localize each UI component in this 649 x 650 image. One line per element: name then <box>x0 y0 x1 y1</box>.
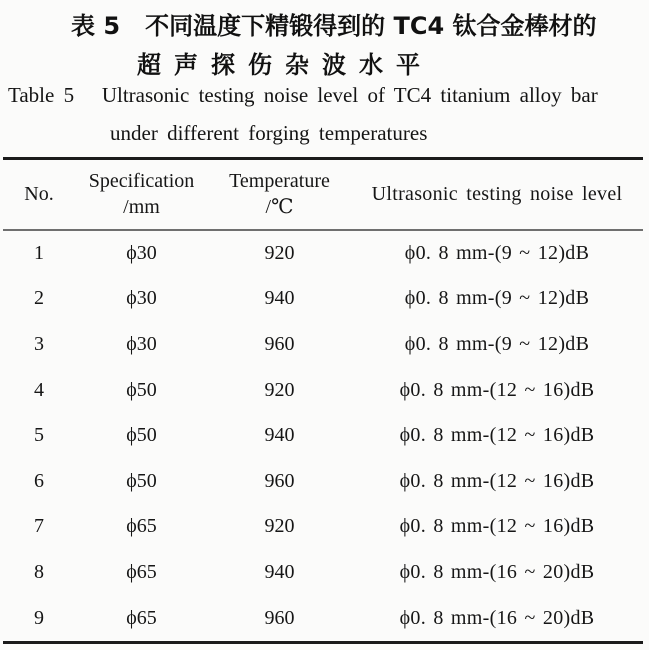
header-row <box>3 159 643 230</box>
table-row <box>3 504 643 550</box>
col-header-temperature-unit: /℃ <box>265 196 294 219</box>
cell-specification: ϕ50 <box>126 378 157 401</box>
col-header-specification-unit: /mm <box>123 196 160 219</box>
cell-temperature: 940 <box>264 287 295 310</box>
cell-temperature: 940 <box>264 560 295 583</box>
cell-noise-level: ϕ0. 8 mm-(12 ~ 16)dB <box>399 469 595 492</box>
cell-noise-level: ϕ0. 8 mm-(9 ~ 12)dB <box>404 241 590 264</box>
cell-no: 2 <box>34 287 44 310</box>
cell-temperature: 920 <box>264 241 295 264</box>
cell-noise-level: ϕ0. 8 mm-(9 ~ 12)dB <box>404 332 590 355</box>
cell-specification: ϕ30 <box>126 241 157 264</box>
table-caption-zh-line2: 超声探伤杂波水平 <box>137 51 433 79</box>
cell-specification: ϕ30 <box>126 332 157 355</box>
cell-no: 7 <box>34 515 44 538</box>
cell-no: 1 <box>34 241 44 264</box>
cell-noise-level: ϕ0. 8 mm-(12 ~ 16)dB <box>399 378 595 401</box>
cell-no: 5 <box>34 424 44 447</box>
cell-no: 4 <box>34 378 44 401</box>
cell-temperature: 920 <box>264 378 295 401</box>
cell-temperature: 920 <box>264 515 295 538</box>
cell-specification: ϕ65 <box>126 606 157 629</box>
cell-noise-level: ϕ0. 8 mm-(12 ~ 16)dB <box>399 424 595 447</box>
cell-no: 9 <box>34 606 44 629</box>
cell-temperature: 940 <box>264 424 295 447</box>
table-row <box>3 458 643 504</box>
col-header-noise-level: Ultrasonic testing noise level <box>371 182 623 205</box>
cell-noise-level: ϕ0. 8 mm-(16 ~ 20)dB <box>399 560 595 583</box>
cell-noise-level: ϕ0. 8 mm-(12 ~ 16)dB <box>399 515 595 538</box>
ultrasonic-noise-table <box>3 157 643 644</box>
table-header <box>3 159 643 230</box>
cell-specification: ϕ65 <box>126 515 157 538</box>
cell-specification: ϕ50 <box>126 424 157 447</box>
col-header-no: No. <box>24 182 54 205</box>
cell-no: 8 <box>34 560 44 583</box>
cell-specification: ϕ50 <box>126 469 157 492</box>
table-row <box>3 413 643 459</box>
col-header-temperature <box>208 159 351 230</box>
cell-specification: ϕ65 <box>126 560 157 583</box>
table-caption-en-line1: Table 5 Ultrasonic testing noise level of TC4 titanium alloy bar <box>8 83 598 107</box>
cell-temperature: 960 <box>264 606 295 629</box>
table-row <box>3 230 643 277</box>
table-row <box>3 276 643 322</box>
table-row <box>3 322 643 368</box>
col-header-specification <box>75 159 208 230</box>
cell-noise-level: ϕ0. 8 mm-(9 ~ 12)dB <box>404 287 590 310</box>
table-row <box>3 595 643 642</box>
table-body <box>3 230 643 643</box>
table-row <box>3 550 643 596</box>
cell-temperature: 960 <box>264 332 295 355</box>
cell-noise-level: ϕ0. 8 mm-(16 ~ 20)dB <box>399 606 595 629</box>
cell-no: 3 <box>34 332 44 355</box>
col-header-temperature-line1: Temperature <box>229 170 330 193</box>
col-header-specification-line1: Specification <box>88 170 195 193</box>
cell-specification: ϕ30 <box>126 287 157 310</box>
cell-no: 6 <box>34 469 44 492</box>
table-row <box>3 367 643 413</box>
cell-temperature: 960 <box>264 469 295 492</box>
table-caption-en-line2: under different forging temperatures <box>110 121 428 145</box>
table-caption-zh-line1: 表 5 不同温度下精锻得到的 TC4 钛合金棒材的 <box>71 12 597 40</box>
